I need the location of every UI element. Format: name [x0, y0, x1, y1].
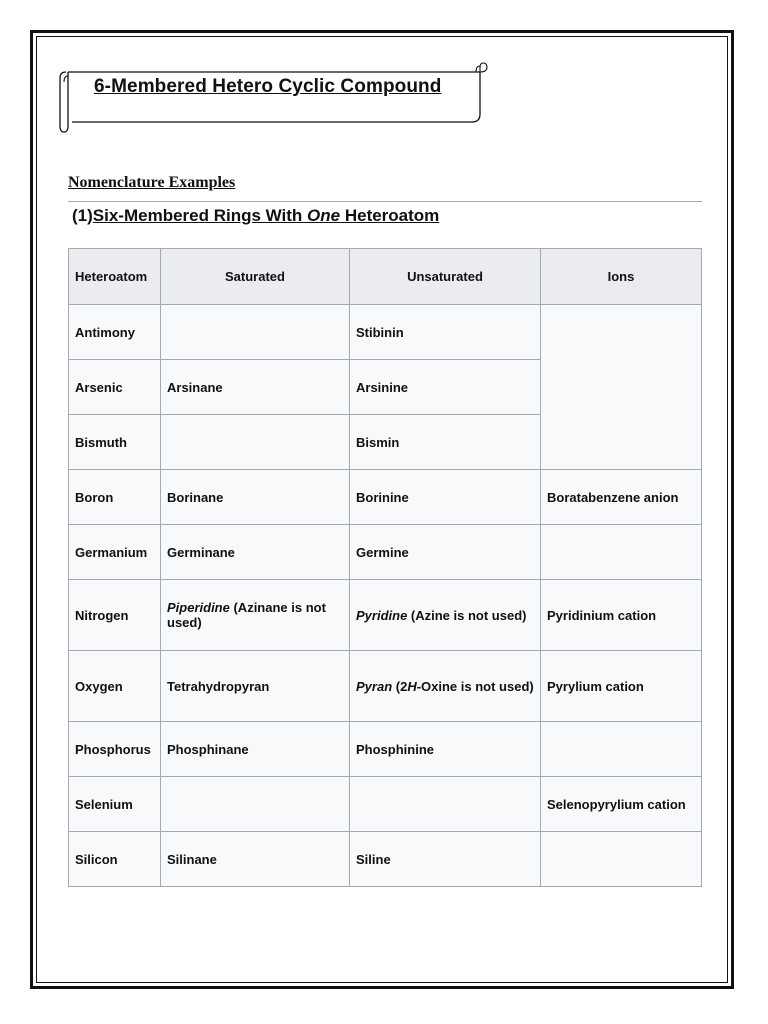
- cell-unsaturated: Phosphinine: [350, 722, 541, 777]
- subheading-underlined: [93, 206, 440, 225]
- table-row: [69, 832, 702, 887]
- cell-saturated: Silinane: [161, 832, 350, 887]
- subheading-prefix: (1): [72, 206, 93, 225]
- cell-heteroatom: Oxygen: [69, 651, 161, 722]
- table-row: [69, 470, 702, 525]
- cell-saturated: Tetrahydropyran: [161, 651, 350, 722]
- cell-heteroatom: Germanium: [69, 525, 161, 580]
- cell-ions: Boratabenzene anion: [541, 470, 702, 525]
- cell-unsaturated: Germine: [350, 525, 541, 580]
- cell-ions: [541, 305, 702, 470]
- table-row: [69, 651, 702, 722]
- cell-unsaturated: [350, 777, 541, 832]
- cell-saturated: Phosphinane: [161, 722, 350, 777]
- cell-unsaturated-rest: -Oxine is not used): [416, 678, 534, 694]
- cell-unsaturated-mid: (2: [392, 678, 408, 694]
- subheading-part1: Six-Membered Rings With: [92, 206, 308, 225]
- cell-ions: [541, 525, 702, 580]
- cell-unsaturated: [350, 580, 541, 651]
- section-divider: [68, 201, 702, 202]
- cell-unsaturated-italic: Pyran: [356, 678, 393, 694]
- cell-unsaturated-italic-h: H: [407, 678, 417, 694]
- cell-unsaturated: Arsinine: [350, 360, 541, 415]
- cell-saturated: [161, 415, 350, 470]
- cell-heteroatom: Silicon: [69, 832, 161, 887]
- cell-heteroatom: Arsenic: [69, 360, 161, 415]
- table-header-row: [69, 249, 702, 305]
- cell-unsaturated: Bismin: [350, 415, 541, 470]
- heterocycle-table: [68, 248, 702, 887]
- section-heading: Nomenclature Examples: [68, 174, 236, 191]
- cell-heteroatom: Selenium: [69, 777, 161, 832]
- cell-saturated: Arsinane: [161, 360, 350, 415]
- cell-unsaturated: [350, 651, 541, 722]
- cell-ions: Pyrylium cation: [541, 651, 702, 722]
- cell-saturated: [161, 305, 350, 360]
- cell-unsaturated: Stibinin: [350, 305, 541, 360]
- cell-saturated-rest: (Azinane is not used): [167, 600, 326, 630]
- subheading-part2: Heteroatom: [340, 206, 440, 225]
- cell-unsaturated: Siline: [350, 832, 541, 887]
- cell-ions: [541, 832, 702, 887]
- cell-saturated: Germinane: [161, 525, 350, 580]
- cell-heteroatom: Phosphorus: [69, 722, 161, 777]
- cell-unsaturated: Borinine: [350, 470, 541, 525]
- subheading: [72, 206, 439, 226]
- cell-ions: Pyridinium cation: [541, 580, 702, 651]
- table-row: [69, 777, 702, 832]
- column-header-heteroatom: Heteroatom: [69, 249, 161, 305]
- document-title: 6-Membered Hetero Cyclic Compound: [94, 76, 442, 97]
- cell-saturated: [161, 580, 350, 651]
- scroll-banner-shape: [58, 62, 490, 134]
- table-row: [69, 580, 702, 651]
- column-header-saturated: Saturated: [161, 249, 350, 305]
- table-row: [69, 525, 702, 580]
- cell-unsaturated-italic: Pyridine: [356, 607, 408, 623]
- scroll-banner: [58, 62, 490, 134]
- column-header-ions: Ions: [541, 249, 702, 305]
- cell-heteroatom: Nitrogen: [69, 580, 161, 651]
- cell-unsaturated-rest: (Azine is not used): [407, 607, 527, 623]
- cell-heteroatom: Bismuth: [69, 415, 161, 470]
- cell-saturated-italic: Piperidine: [167, 600, 230, 615]
- cell-heteroatom: Boron: [69, 470, 161, 525]
- cell-ions: Selenopyrylium cation: [541, 777, 702, 832]
- cell-ions: [541, 722, 702, 777]
- column-header-unsaturated: Unsaturated: [350, 249, 541, 305]
- table-row: [69, 305, 702, 360]
- table-row: [69, 722, 702, 777]
- subheading-emphasis: One: [307, 206, 341, 225]
- cell-saturated: [161, 777, 350, 832]
- cell-saturated: Borinane: [161, 470, 350, 525]
- cell-heteroatom: Antimony: [69, 305, 161, 360]
